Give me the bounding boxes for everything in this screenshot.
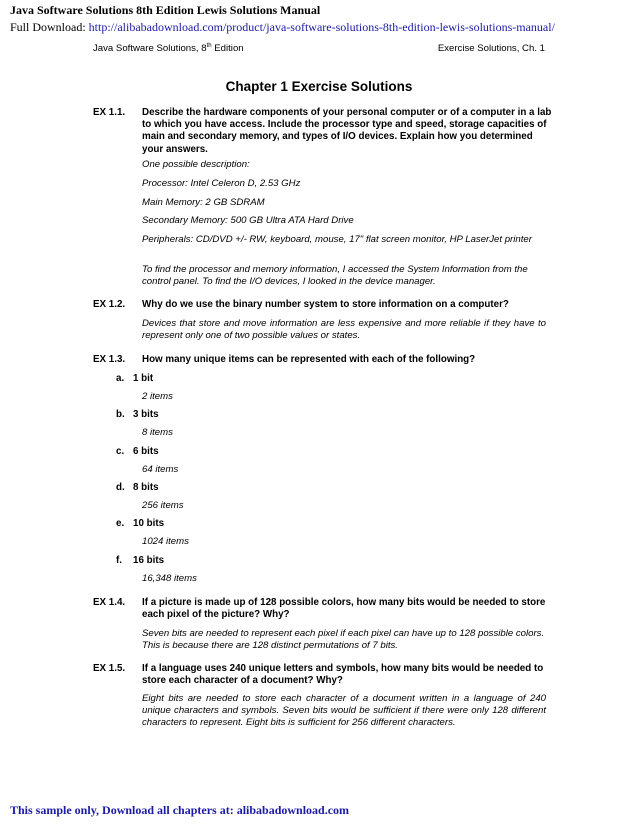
item-letter: b.	[116, 409, 125, 420]
exercise-1-3-item-d	[116, 482, 159, 493]
exercise-1-1-processor: Processor: Intel Celeron D, 2.53 GHz	[142, 178, 301, 189]
exercise-1-3-answer-a: 2 items	[142, 391, 173, 402]
download-banner	[10, 2, 635, 36]
exercise-1-1-secondary-memory: Secondary Memory: 500 GB Ultra ATA Hard Drive	[142, 215, 354, 226]
exercise-1-1-main-memory: Main Memory: 2 GB SDRAM	[142, 197, 265, 208]
exercise-1-3-answer-f: 16,348 items	[142, 573, 197, 584]
exercise-1-3-answer-c: 64 items	[142, 464, 179, 475]
item-letter: d.	[116, 482, 125, 493]
running-header-left	[93, 43, 244, 54]
download-footer[interactable]: This sample only, Download all chapters at: alibabadownload.com	[10, 803, 350, 817]
exercise-1-1-peripherals: Peripherals: CD/DVD +/- RW, keyboard, mouse, 17" flat screen monitor, HP LaserJet printer	[142, 234, 532, 245]
banner-download-label: Full Download:	[10, 20, 89, 34]
exercise-1-3-item-c	[116, 446, 159, 457]
running-header-right: Exercise Solutions, Ch. 1	[437, 43, 545, 54]
running-header	[93, 43, 545, 54]
exercise-1-3-answer-d: 256 items	[142, 500, 184, 511]
banner-download-link[interactable]: http://alibabadownload.com/product/java-software-solutions-8th-edition-lewis-solutions-manual/	[88, 20, 555, 34]
exercise-number: EX 1.4.	[93, 597, 126, 608]
item-label: 16 bits	[133, 555, 165, 566]
running-header-book: Java Software Solutions, 8	[93, 43, 207, 55]
exercise-1-2-question	[93, 299, 553, 311]
item-label: 1 bit	[133, 373, 154, 384]
item-letter: e.	[116, 518, 125, 529]
exercise-1-3-question	[93, 354, 553, 366]
item-label: 6 bits	[133, 446, 159, 457]
item-label: 10 bits	[133, 518, 165, 529]
exercise-1-1-answer-intro: One possible description:	[142, 159, 250, 170]
exercise-1-1-question	[93, 107, 553, 156]
chapter-title: Chapter 1 Exercise Solutions	[225, 79, 413, 94]
banner-title: Java Software Solutions 8th Edition Lewis Solutions Manual	[10, 3, 321, 17]
exercise-number: EX 1.3.	[93, 354, 126, 365]
exercise-1-3-item-b	[116, 409, 159, 420]
running-header-edition: Edition	[211, 43, 244, 55]
exercise-number: EX 1.5.	[93, 663, 126, 674]
exercise-1-3-answer-b: 8 items	[142, 427, 173, 438]
exercise-text: If a picture is made up of 128 possible colors, how many bits would be needed to store each pixel of the picture? Why?	[142, 597, 546, 621]
running-header-sup: th	[206, 43, 212, 49]
item-letter: a.	[116, 373, 125, 384]
item-label: 3 bits	[133, 409, 159, 420]
exercise-1-4-answer: Seven bits are needed to represent each pixel if each pixel can have up to 128 possible colors. This is because there are 128 distinct permutations of 7 bits.	[142, 628, 545, 652]
exercise-1-4-question	[93, 597, 553, 621]
item-label: 8 bits	[133, 482, 159, 493]
exercise-1-2-answer: Devices that store and move information are less expensive and more reliable if they have to represent only one of two possible values or states.	[142, 318, 546, 342]
item-letter: c.	[116, 446, 125, 457]
exercise-text: If a language uses 240 unique letters and symbols, how many bits would be needed to store each character of a document? Why?	[142, 663, 544, 687]
banner-download-line	[10, 19, 635, 36]
exercise-1-5-answer: Eight bits are needed to store each character of a document written in a language of 240 unique characters and symbols. Seven bits would be sufficient if there were only 128 different characters to represent. Eight bits is sufficient for 256 different characters.	[142, 693, 546, 729]
exercise-1-3-item-e	[116, 518, 164, 529]
exercise-text: How many unique items can be represented with each of the following?	[142, 354, 476, 365]
exercise-number: EX 1.1.	[93, 107, 126, 118]
exercise-1-1-method: To find the processor and memory information, I accessed the System Information from the control panel. To find the I/O devices, I looked in the device manager.	[142, 264, 528, 288]
exercise-1-3-answer-e: 1024 items	[142, 536, 189, 547]
exercise-text: Why do we use the binary number system to store information on a computer?	[142, 299, 509, 310]
exercise-1-3-item-a	[116, 373, 153, 384]
exercise-1-3-item-f	[116, 555, 164, 566]
exercise-1-5-question	[93, 663, 553, 687]
exercise-number: EX 1.2.	[93, 299, 126, 310]
item-letter: f.	[116, 555, 122, 566]
exercise-text: Describe the hardware components of your personal computer or of a computer in a lab to which you have access. Include the processor type and speed, storage capacities of main and secondary memory, and types of I/O devices. Explain how you determined your answers.	[142, 107, 552, 155]
